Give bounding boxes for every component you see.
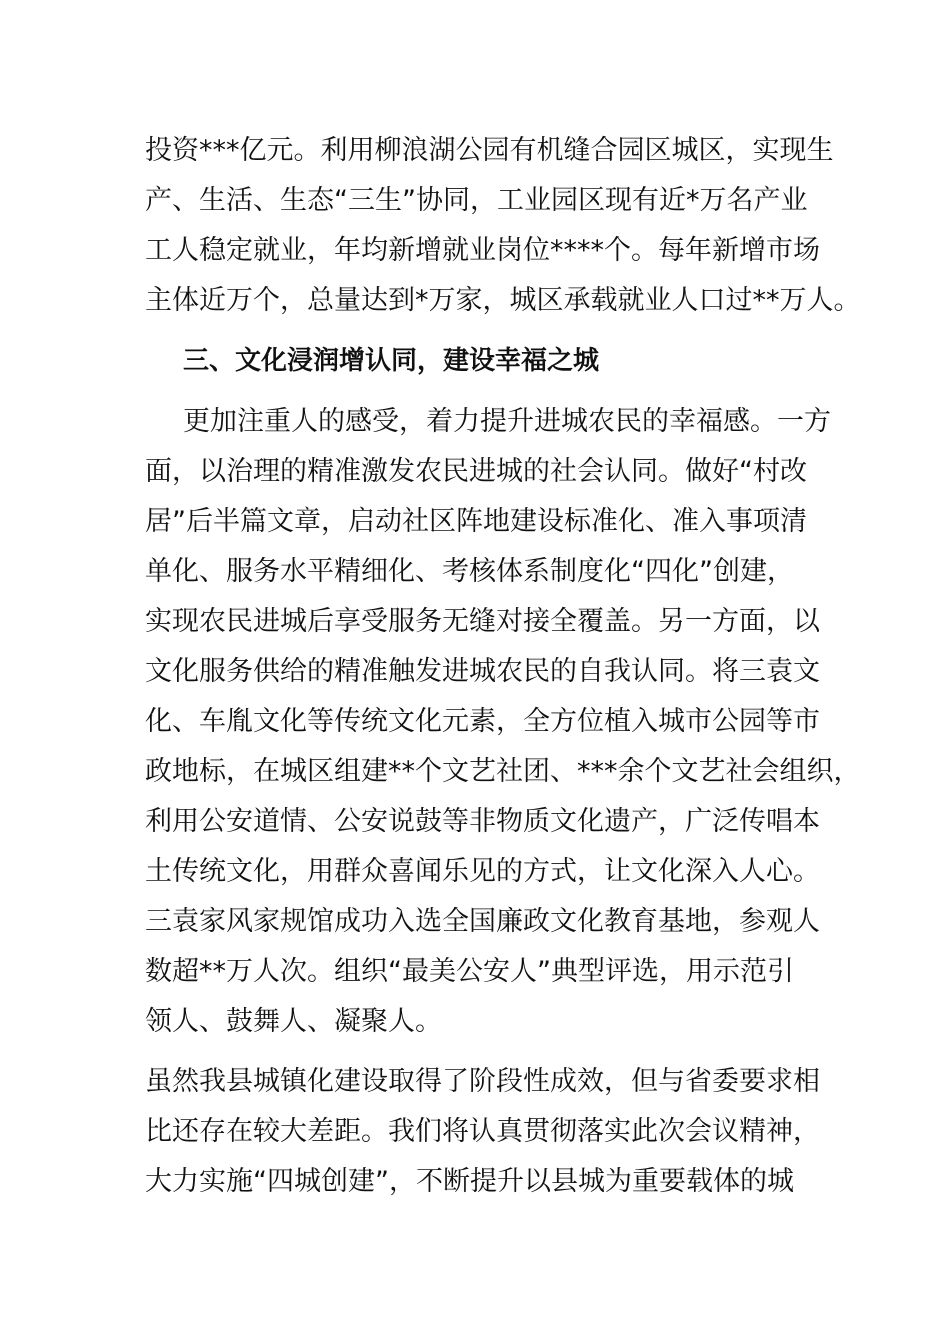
para2-line-4: 单化、服务水平精细化、考核体系制度化“四化”创建， — [145, 556, 794, 587]
para2-line-6: 文化服务供给的精准触发进城农民的自我认同。将三袁文 — [145, 656, 820, 687]
para2-line-9: 利用公安道情、公安说鼓等非物质文化遗产，广泛传唱本 — [145, 806, 820, 837]
para2-line-11: 三袁家风家规馆成功入选全国廉政文化教育基地，参观人 — [145, 906, 820, 937]
para2-line-12: 数超**万人次。组织“最美公安人”典型评选，用示范引 — [145, 956, 794, 987]
para2-line-13: 领人、鼓舞人、凝聚人。 — [145, 1006, 442, 1037]
para1-line-2: 产、生活、生态“三生”协同，工业园区现有近*万名产业 — [145, 185, 808, 216]
para1-line-1: 投资***亿元。利用柳浪湖公园有机缝合园区城区，实现生 — [145, 135, 834, 166]
para2-line-1: 更加注重人的感受，着力提升进城农民的幸福感。一方 — [183, 406, 831, 437]
para2-line-8: 政地标，在城区组建**个文艺社团、***余个文艺社会组织， — [145, 756, 861, 787]
para1-line-4: 主体近万个，总量达到*万家，城区承载就业人口过**万人。 — [145, 285, 861, 316]
para2-line-5: 实现农民进城后享受服务无缝对接全覆盖。另一方面，以 — [145, 606, 820, 637]
para2-line-7: 化、车胤文化等传统文化元素，全方位植入城市公园等市 — [145, 706, 820, 737]
para2-line-3: 居”后半篇文章，启动社区阵地建设标准化、准入事项清 — [145, 506, 807, 537]
para3-line-1: 虽然我县城镇化建设取得了阶段性成效，但与省委要求相 — [145, 1066, 820, 1097]
para2-line-10: 土传统文化，用群众喜闻乐见的方式，让文化深入人心。 — [145, 856, 820, 887]
para3-line-3: 大力实施“四城创建”，不断提升以县城为重要载体的城 — [145, 1166, 794, 1197]
para1-line-3: 工人稳定就业，年均新增就业岗位****个。每年新增市场 — [145, 235, 820, 266]
para2-line-2: 面，以治理的精准激发农民进城的社会认同。做好“村改 — [145, 456, 807, 487]
para3-line-2: 比还存在较大差距。我们将认真贯彻落实此次会议精神， — [145, 1116, 820, 1147]
section-heading: 三、文化浸润增认同，建设幸福之城 — [183, 346, 600, 376]
